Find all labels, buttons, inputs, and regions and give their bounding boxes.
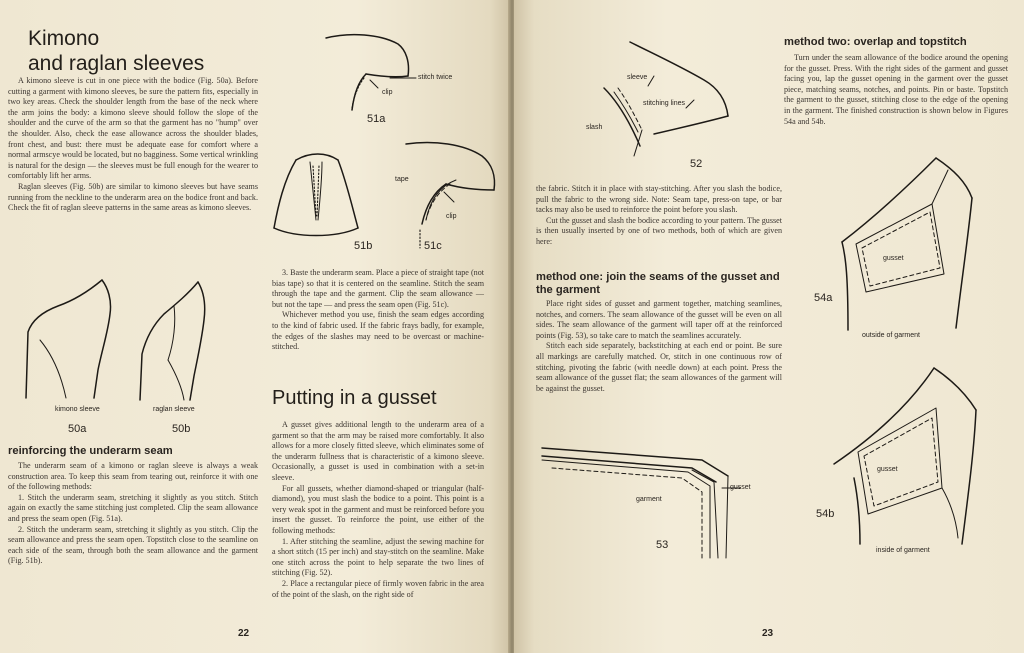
method-one-paragraph: Stitch each side separately, backstitching at each end or point. Be sure all markings are carefully matched. Or, stitch in one continuous row of stitching, pivoting the fabric (with needle down) at each point. Press the seam allowance of the gusset flat; the seam allowances of the garment will be against the gusset.	[536, 341, 782, 393]
figure-54b-illustration	[824, 368, 1009, 548]
section-title	[28, 26, 258, 76]
heading-method-two: method two: overlap and topstitch	[784, 36, 967, 48]
gusset-continued-text	[536, 184, 782, 248]
gusset-paragraph: A gusset gives additional length to the underarm area of a garment so that the arm may be raised more comfortably. It also allows for a more closely fitted sleeve, which eliminates some of the underarm fullness that is characteristic of a kimono sleeve. Occasionally, a gusset is used in combination with a set-in sleeve.	[272, 420, 484, 482]
figure-52-number: 52	[690, 158, 703, 170]
figure-50a-number: 50a	[68, 423, 87, 435]
intro-paragraph: Raglan sleeves (Fig. 50b) are similar to kimono sleeves but have seams running from the neckline to the underarm area on the bodice front and back. Check the fit of raglan sleeve patterns in the same areas as kimono sleeves.	[8, 181, 258, 213]
page-number-right: 23	[762, 628, 774, 639]
reinforcing-paragraph: 2. Stitch the underarm seam, stretching it slightly as you stitch. Clip the seam allowance and press the seam open. Topstitch close to the seamline on each side of the seam, through both the seam allowance and the garment (Fig. 51b).	[8, 524, 258, 566]
figure-50a-label: kimono sleeve	[55, 406, 100, 413]
figure-51c-label-tape: tape	[395, 176, 409, 183]
figure-52-label-sleeve: sleeve	[627, 74, 648, 81]
method-3-text	[272, 268, 484, 353]
gusset-paragraph: 2. Place a rectangular piece of firmly woven fabric in the area of the point of the slash, on the right side of	[272, 578, 484, 599]
figure-53-label-garment: garment	[636, 496, 662, 503]
figure-54a-label-gusset: gusset	[883, 255, 904, 262]
figure-51b-illustration	[266, 150, 366, 250]
figure-51a-label-clip: clip	[382, 89, 393, 96]
method-one-paragraph: Place right sides of gusset and garment together, matching seamlines, notches, and corners. The seam allowance of the gusset will be even on all sides. The seam allowance of the garment will taper off at the reinforced points (Fig. 53), so take care to match the seamlines accurately.	[536, 299, 782, 340]
gusset-text	[272, 420, 484, 600]
figure-51c-label-clip: clip	[446, 213, 457, 220]
intro-paragraph: A kimono sleeve is cut in one piece with the bodice (Fig. 50a). Before cutting a garment with kimono sleeves, be sure the pattern fits, especially in two key areas. Check the shoulder length from the base of the neck where the arm joins the body: a kimono sleeve should follow the slope of the shoulder and the curve of the arm so that the garment has no "hump" over the shoulder. Also, check the ease allowance across the shoulder blades, front chest, and bust: there must be adequate ease for comfort where a normal armscye would be located, but no bagginess. Some vertical wrinkling is natural for the design — the sleeves must be full enough for the wearer to comfortably lift her arms.	[8, 76, 258, 181]
heading-reinforcing: reinforcing the underarm seam	[8, 445, 173, 457]
figure-53-label-gusset: gusset	[730, 484, 751, 491]
figure-51a-label-stitch: stitch twice	[418, 74, 453, 81]
page-22	[0, 0, 510, 653]
figure-51a-number: 51a	[367, 113, 386, 125]
method-3-paragraph: Whichever method you use, finish the seam edges according to the kind of fabric used. If the fabric frays badly, for example, the edges of the slashes may need to be overcast or machine-stitched.	[272, 310, 484, 352]
figure-54a-caption: outside of garment	[862, 332, 920, 339]
figure-54b-number: 54b	[816, 508, 835, 520]
figure-53-number: 53	[656, 539, 669, 551]
intro-text	[8, 76, 258, 214]
reinforcing-paragraph: 1. Stitch the underarm seam, stretching it slightly as you stitch. Stitch again on exactly the same stitching just completed. Clip the seam allowance and press the seam open (Fig. 51a).	[8, 492, 258, 523]
figure-51b-number: 51b	[354, 240, 373, 252]
figure-51a-illustration	[320, 32, 420, 112]
figure-54a-illustration	[836, 158, 996, 333]
figure-54b-label-gusset: gusset	[877, 466, 898, 473]
method-two-text	[784, 53, 1008, 127]
figure-54a-number: 54a	[814, 292, 833, 304]
heading-method-one: method one: join the seams of the gusset and the garment	[536, 271, 780, 296]
figure-52-label-slash: slash	[586, 124, 603, 131]
gusset-paragraph: 1. After stitching the seamline, adjust the sewing machine for a short stitch (15 per inch) and stay-stitch on the seamline. Make one stitch across the point to help separate the two lines of stitching (Fig. 52).	[272, 536, 484, 578]
gusset-paragraph: For all gussets, whether diamond-shaped or triangular (half-diamond), you must slash the bodice to a point. This point is a very weak spot in the garment and must be reinforced before you insert the gusset. To reinforce the point, use either of the following methods:	[272, 483, 484, 535]
title-line-1: Kimono	[28, 27, 100, 50]
title-line-2: and raglan sleeves	[28, 52, 205, 75]
figure-51c-number: 51c	[424, 240, 442, 252]
figure-50b-illustration	[130, 282, 240, 402]
figure-50b-label: raglan sleeve	[153, 406, 195, 413]
figure-52-label-stitching: stitching lines	[643, 100, 686, 107]
reinforcing-paragraph: The underarm seam of a kimono or raglan sleeve is always a weak construction area. To keep this seam from tearing out, reinforce it with one of the following methods:	[8, 461, 258, 492]
gusset-title: Putting in a gusset	[272, 387, 437, 409]
method-one-text	[536, 299, 782, 394]
page-23	[514, 0, 1024, 653]
reinforcing-text	[8, 461, 258, 567]
continued-paragraph: the fabric. Stitch it in place with stay-stitching. After you slash the bodice, pull the fabric to the wrong side. Note: Seam tape, press-on tape, or bar tacks may also be used to reinforce the point before you slash.	[536, 184, 782, 215]
figure-50a-illustration	[20, 280, 130, 400]
method-two-paragraph: Turn under the seam allowance of the bodice around the opening for the gusset. Press. With the right sides of the garment and gusset facing you, lap the gusset opening in the garment over the gusset piece, matching seams, notches, and points. Pin or baste. Topstitch the garment to the gusset, stitching close to the edge of the opening in the garment. The finished construction is shown below in Figures 54a and 54b.	[784, 53, 1008, 126]
figure-52-illustration	[594, 36, 744, 156]
method-3-paragraph: 3. Baste the underarm seam. Place a piece of straight tape (not bias tape) so that it is centered on the seamline. Stitch the seam through the tape and the garment. Clip the seam allowance — but not the tape — and press the seam open (Fig. 51c).	[272, 268, 484, 309]
figure-51c-illustration	[400, 140, 500, 250]
continued-paragraph: Cut the gusset and slash the bodice according to your pattern. The gusset is then usually inserted by one of two methods, both of which are given here:	[536, 215, 782, 246]
page-number-left: 22	[238, 628, 250, 639]
figure-54b-caption: inside of garment	[876, 547, 930, 554]
figure-50b-number: 50b	[172, 423, 191, 435]
